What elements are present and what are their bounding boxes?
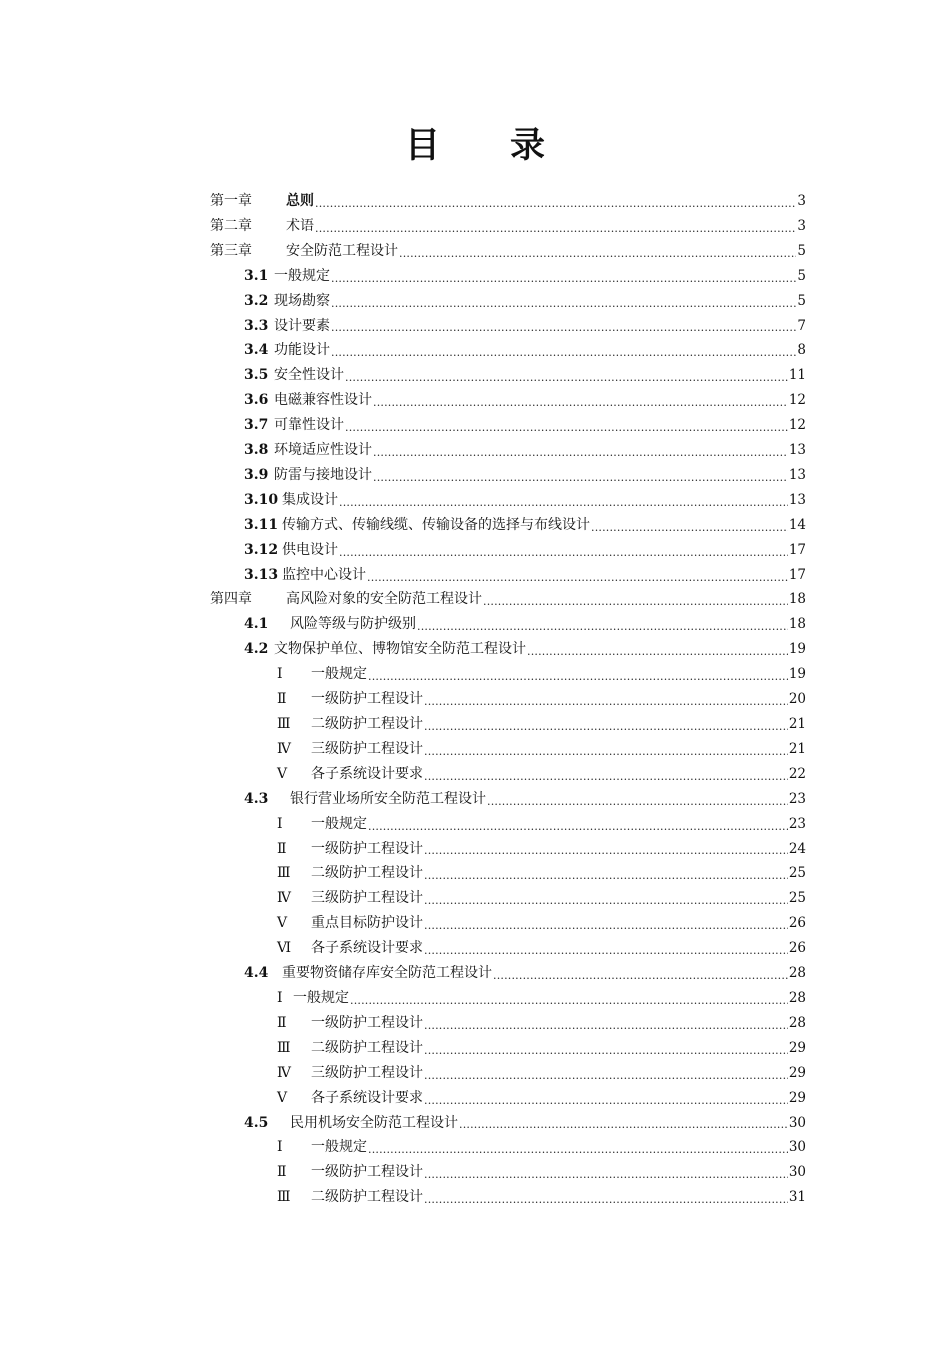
toc-dot-leader xyxy=(487,787,788,812)
toc-entry-number: 3.13 xyxy=(244,566,279,583)
toc-entry-number: Ⅴ xyxy=(277,1089,288,1106)
toc-entry-page: 19 xyxy=(788,666,806,683)
toc-entry-number: 3.8 xyxy=(244,442,269,459)
toc-entry-page: 22 xyxy=(788,765,806,782)
toc-entry[interactable] xyxy=(210,314,806,339)
toc-entry-page: 28 xyxy=(788,1014,806,1031)
toc-entry-page: 19 xyxy=(788,641,806,658)
toc-entry-page: 21 xyxy=(788,740,806,757)
toc-entry-number: 3.10 xyxy=(244,491,279,508)
toc-entry[interactable] xyxy=(210,563,806,588)
toc-entry[interactable] xyxy=(210,787,806,812)
toc-entry-page: 12 xyxy=(788,392,806,409)
toc-entry[interactable] xyxy=(210,413,806,438)
toc-entry[interactable] xyxy=(210,1185,806,1210)
toc-entry-title: 二级防护工程设计 xyxy=(311,716,423,733)
toc-entry-number: Ⅲ xyxy=(277,1039,291,1056)
toc-entry-title: 三级防护工程设计 xyxy=(311,740,423,757)
toc-entry[interactable] xyxy=(210,687,806,712)
toc-dot-leader xyxy=(424,1086,788,1111)
toc-entry-title: 各子系统设计要求 xyxy=(311,765,423,782)
toc-entry-page: 14 xyxy=(788,516,806,533)
toc-dot-leader xyxy=(424,936,788,961)
toc-entry[interactable] xyxy=(210,612,806,637)
toc-entry[interactable] xyxy=(210,239,806,264)
toc-entry-title: 高风险对象的安全防范工程设计 xyxy=(286,591,482,608)
toc-entry-title: 功能设计 xyxy=(274,342,330,359)
toc-entry-title: 电磁兼容性设计 xyxy=(274,392,372,409)
toc-entry[interactable] xyxy=(210,1160,806,1185)
toc-entry[interactable] xyxy=(210,1061,806,1086)
toc-entry-title: 一般规定 xyxy=(311,815,367,832)
toc-entry-page: 29 xyxy=(788,1089,806,1106)
toc-dot-leader xyxy=(373,388,788,413)
toc-entry[interactable] xyxy=(210,1135,806,1160)
toc-dot-leader xyxy=(424,861,788,886)
toc-dot-leader xyxy=(424,1011,788,1036)
toc-entry-page: 13 xyxy=(788,491,806,508)
toc-entry-title: 一级防护工程设计 xyxy=(311,1014,423,1031)
toc-entry-title: 三级防护工程设计 xyxy=(311,1064,423,1081)
toc-entry-title: 一般规定 xyxy=(274,267,330,284)
toc-dot-leader xyxy=(424,1036,788,1061)
toc-entry[interactable] xyxy=(210,837,806,862)
toc-dot-leader xyxy=(424,837,788,862)
toc-entry-number: Ⅴ xyxy=(277,765,288,782)
toc-entry-page: 25 xyxy=(788,890,806,907)
toc-entry[interactable] xyxy=(210,637,806,662)
toc-entry-page: 30 xyxy=(788,1114,806,1131)
toc-entry-number: 4.1 xyxy=(244,616,269,633)
toc-dot-leader xyxy=(493,961,788,986)
toc-entry-number: Ⅲ xyxy=(277,1189,291,1206)
toc-entry-title: 安全防范工程设计 xyxy=(286,242,398,259)
toc-entry-page: 13 xyxy=(788,442,806,459)
toc-dot-leader xyxy=(331,338,796,363)
toc-entry-title: 监控中心设计 xyxy=(282,566,366,583)
toc-entry-page: 18 xyxy=(788,591,806,608)
toc-entry-title: 三级防护工程设计 xyxy=(311,890,423,907)
toc-dot-leader xyxy=(315,214,796,239)
toc-entry-title: 二级防护工程设计 xyxy=(311,1039,423,1056)
toc-entry-title: 一般规定 xyxy=(311,1139,367,1156)
toc-entry-number: Ⅲ xyxy=(277,716,291,733)
toc-entry-number: Ⅳ xyxy=(277,740,291,757)
toc-dot-leader xyxy=(345,363,788,388)
toc-entry-number: 第四章 xyxy=(210,591,252,608)
toc-dot-leader xyxy=(350,986,788,1011)
toc-dot-leader xyxy=(424,1185,788,1210)
toc-entry[interactable] xyxy=(210,388,806,413)
toc-entry-page: 24 xyxy=(788,840,806,857)
toc-entry[interactable] xyxy=(210,588,806,613)
toc-entry-page: 12 xyxy=(788,417,806,434)
toc-entry-number: Ⅳ xyxy=(277,890,291,907)
toc-entry-title: 二级防护工程设计 xyxy=(311,865,423,882)
toc-entry-number: Ⅱ xyxy=(277,840,287,857)
toc-dot-leader xyxy=(368,662,788,687)
toc-entry-number: 3.6 xyxy=(244,392,269,409)
toc-dot-leader xyxy=(373,463,788,488)
toc-entry-page: 26 xyxy=(788,940,806,957)
toc-entry-number: Ⅳ xyxy=(277,1064,291,1081)
page-title-left: 目 xyxy=(404,125,440,166)
toc-entry-number: 4.5 xyxy=(244,1114,269,1131)
toc-entry[interactable] xyxy=(210,812,806,837)
toc-entry[interactable] xyxy=(210,488,806,513)
toc-entry-number: 3.2 xyxy=(244,292,269,309)
toc-entry-title: 一级防护工程设计 xyxy=(311,840,423,857)
toc-entry-number: Ⅰ xyxy=(277,815,283,832)
toc-entry-page: 18 xyxy=(788,616,806,633)
toc-dot-leader xyxy=(424,762,788,787)
toc-entry-title: 术语 xyxy=(286,217,314,234)
toc-entry-title: 一般规定 xyxy=(293,989,349,1006)
toc-entry-page: 8 xyxy=(797,342,806,359)
toc-entry-page: 31 xyxy=(788,1189,806,1206)
toc-dot-leader xyxy=(527,637,788,662)
toc-entry-title: 传输方式、传输线缆、传输设备的选择与布线设计 xyxy=(282,516,590,533)
toc-dot-leader xyxy=(424,911,788,936)
toc-entry-page: 20 xyxy=(788,691,806,708)
page-title xyxy=(0,118,950,168)
toc-dot-leader xyxy=(459,1111,788,1136)
toc-entry[interactable] xyxy=(210,289,806,314)
toc-dot-leader xyxy=(424,1160,788,1185)
toc-dot-leader xyxy=(399,239,796,264)
toc-entry-page: 28 xyxy=(788,965,806,982)
toc-dot-leader xyxy=(368,812,788,837)
toc-dot-leader xyxy=(373,438,788,463)
toc-entry-number: Ⅲ xyxy=(277,865,291,882)
toc-entry-number: Ⅱ xyxy=(277,1014,287,1031)
toc-entry-page: 26 xyxy=(788,915,806,932)
toc-entry-title: 总则 xyxy=(286,192,314,209)
toc-entry[interactable] xyxy=(210,1086,806,1111)
toc-entry-title: 一级防护工程设计 xyxy=(311,691,423,708)
toc-dot-leader xyxy=(368,1135,788,1160)
toc-dot-leader xyxy=(591,513,788,538)
toc-entry-number: 4.3 xyxy=(244,790,269,807)
toc-entry[interactable] xyxy=(210,1036,806,1061)
toc-entry-title: 民用机场安全防范工程设计 xyxy=(290,1114,458,1131)
toc-dot-leader xyxy=(417,612,788,637)
toc-entry-title: 供电设计 xyxy=(282,541,338,558)
toc-entry-number: 第二章 xyxy=(210,217,252,234)
toc-dot-leader xyxy=(331,264,796,289)
toc-entry[interactable] xyxy=(210,363,806,388)
toc-dot-leader xyxy=(345,413,788,438)
toc-entry[interactable] xyxy=(210,861,806,886)
toc-entry-number: 3.12 xyxy=(244,541,279,558)
toc-entry-number: 3.9 xyxy=(244,466,269,483)
toc-entry-page: 11 xyxy=(788,367,806,384)
toc-entry-title: 防雷与接地设计 xyxy=(274,466,372,483)
toc-entry-page: 25 xyxy=(788,865,806,882)
toc-entry-number: Ⅴ xyxy=(277,915,288,932)
toc-entry[interactable] xyxy=(210,936,806,961)
toc-entry-number: Ⅱ xyxy=(277,1164,287,1181)
toc-entry-number: 4.2 xyxy=(244,641,269,658)
toc-dot-leader xyxy=(424,886,788,911)
toc-entry[interactable] xyxy=(210,513,806,538)
table-of-contents xyxy=(210,189,806,1210)
toc-entry-page: 29 xyxy=(788,1064,806,1081)
toc-entry-number: 3.5 xyxy=(244,367,269,384)
toc-entry-page: 28 xyxy=(788,989,806,1006)
toc-entry-title: 风险等级与防护级别 xyxy=(290,616,416,633)
toc-dot-leader xyxy=(331,289,796,314)
toc-entry[interactable] xyxy=(210,737,806,762)
toc-entry-page: 17 xyxy=(788,566,806,583)
toc-entry-number: Ⅱ xyxy=(277,691,287,708)
toc-entry-number: 3.11 xyxy=(244,516,279,533)
toc-entry-title: 环境适应性设计 xyxy=(274,442,372,459)
toc-entry-number: Ⅰ xyxy=(277,666,283,683)
toc-entry-number: 第三章 xyxy=(210,242,252,259)
toc-entry-page: 5 xyxy=(797,242,806,259)
toc-entry[interactable] xyxy=(210,463,806,488)
toc-dot-leader xyxy=(339,538,788,563)
toc-entry[interactable] xyxy=(210,264,806,289)
toc-entry-page: 29 xyxy=(788,1039,806,1056)
toc-entry[interactable] xyxy=(210,911,806,936)
toc-entry-page: 23 xyxy=(788,790,806,807)
toc-entry[interactable] xyxy=(210,762,806,787)
toc-entry-title: 一般规定 xyxy=(311,666,367,683)
toc-entry-number: 3.7 xyxy=(244,417,269,434)
toc-entry-page: 5 xyxy=(797,292,806,309)
toc-entry-page: 17 xyxy=(788,541,806,558)
toc-entry-title: 各子系统设计要求 xyxy=(311,940,423,957)
toc-entry-title: 集成设计 xyxy=(282,491,338,508)
toc-entry-number: 第一章 xyxy=(210,192,252,209)
toc-entry[interactable] xyxy=(210,886,806,911)
toc-entry-page: 3 xyxy=(797,217,806,234)
toc-entry-page: 3 xyxy=(797,192,806,209)
toc-entry-page: 5 xyxy=(797,267,806,284)
toc-entry[interactable] xyxy=(210,438,806,463)
toc-entry-number: Ⅰ xyxy=(277,1139,283,1156)
toc-dot-leader xyxy=(424,737,788,762)
toc-entry-page: 13 xyxy=(788,466,806,483)
toc-entry[interactable] xyxy=(210,214,806,239)
toc-entry[interactable] xyxy=(210,1111,806,1136)
toc-entry[interactable] xyxy=(210,538,806,563)
toc-entry-title: 一级防护工程设计 xyxy=(311,1164,423,1181)
toc-entry[interactable] xyxy=(210,986,806,1011)
toc-dot-leader xyxy=(483,588,788,613)
toc-entry-title: 现场勘察 xyxy=(274,292,330,309)
toc-entry[interactable] xyxy=(210,1011,806,1036)
toc-entry[interactable] xyxy=(210,338,806,363)
toc-entry[interactable] xyxy=(210,712,806,737)
toc-entry-number: 3.4 xyxy=(244,342,269,359)
toc-entry-title: 二级防护工程设计 xyxy=(311,1189,423,1206)
toc-entry-title: 文物保护单位、博物馆安全防范工程设计 xyxy=(274,641,526,658)
toc-dot-leader xyxy=(424,712,788,737)
toc-entry-number: 3.3 xyxy=(244,317,269,334)
toc-dot-leader xyxy=(424,1061,788,1086)
toc-entry-title: 重要物资储存库安全防范工程设计 xyxy=(282,965,492,982)
toc-entry-title: 重点目标防护设计 xyxy=(311,915,423,932)
toc-dot-leader xyxy=(331,314,796,339)
toc-entry-page: 30 xyxy=(788,1139,806,1156)
toc-entry-title: 安全性设计 xyxy=(274,367,344,384)
toc-entry-page: 30 xyxy=(788,1164,806,1181)
page-title-right: 录 xyxy=(510,125,546,166)
toc-dot-leader xyxy=(424,687,788,712)
toc-entry[interactable] xyxy=(210,961,806,986)
toc-entry-number: Ⅰ xyxy=(277,989,283,1006)
toc-entry-page: 23 xyxy=(788,815,806,832)
toc-entry-title: 可靠性设计 xyxy=(274,417,344,434)
toc-entry-page: 7 xyxy=(797,317,806,334)
toc-entry-page: 21 xyxy=(788,716,806,733)
toc-entry-title: 各子系统设计要求 xyxy=(311,1089,423,1106)
toc-dot-leader xyxy=(367,563,788,588)
toc-entry-number: 4.4 xyxy=(244,965,269,982)
toc-entry[interactable] xyxy=(210,189,806,214)
toc-dot-leader xyxy=(339,488,788,513)
toc-dot-leader xyxy=(315,189,796,214)
toc-entry-title: 银行营业场所安全防范工程设计 xyxy=(290,790,486,807)
toc-entry[interactable] xyxy=(210,662,806,687)
toc-entry-number: 3.1 xyxy=(244,267,269,284)
toc-entry-title: 设计要素 xyxy=(274,317,330,334)
toc-entry-number: Ⅵ xyxy=(277,940,292,957)
